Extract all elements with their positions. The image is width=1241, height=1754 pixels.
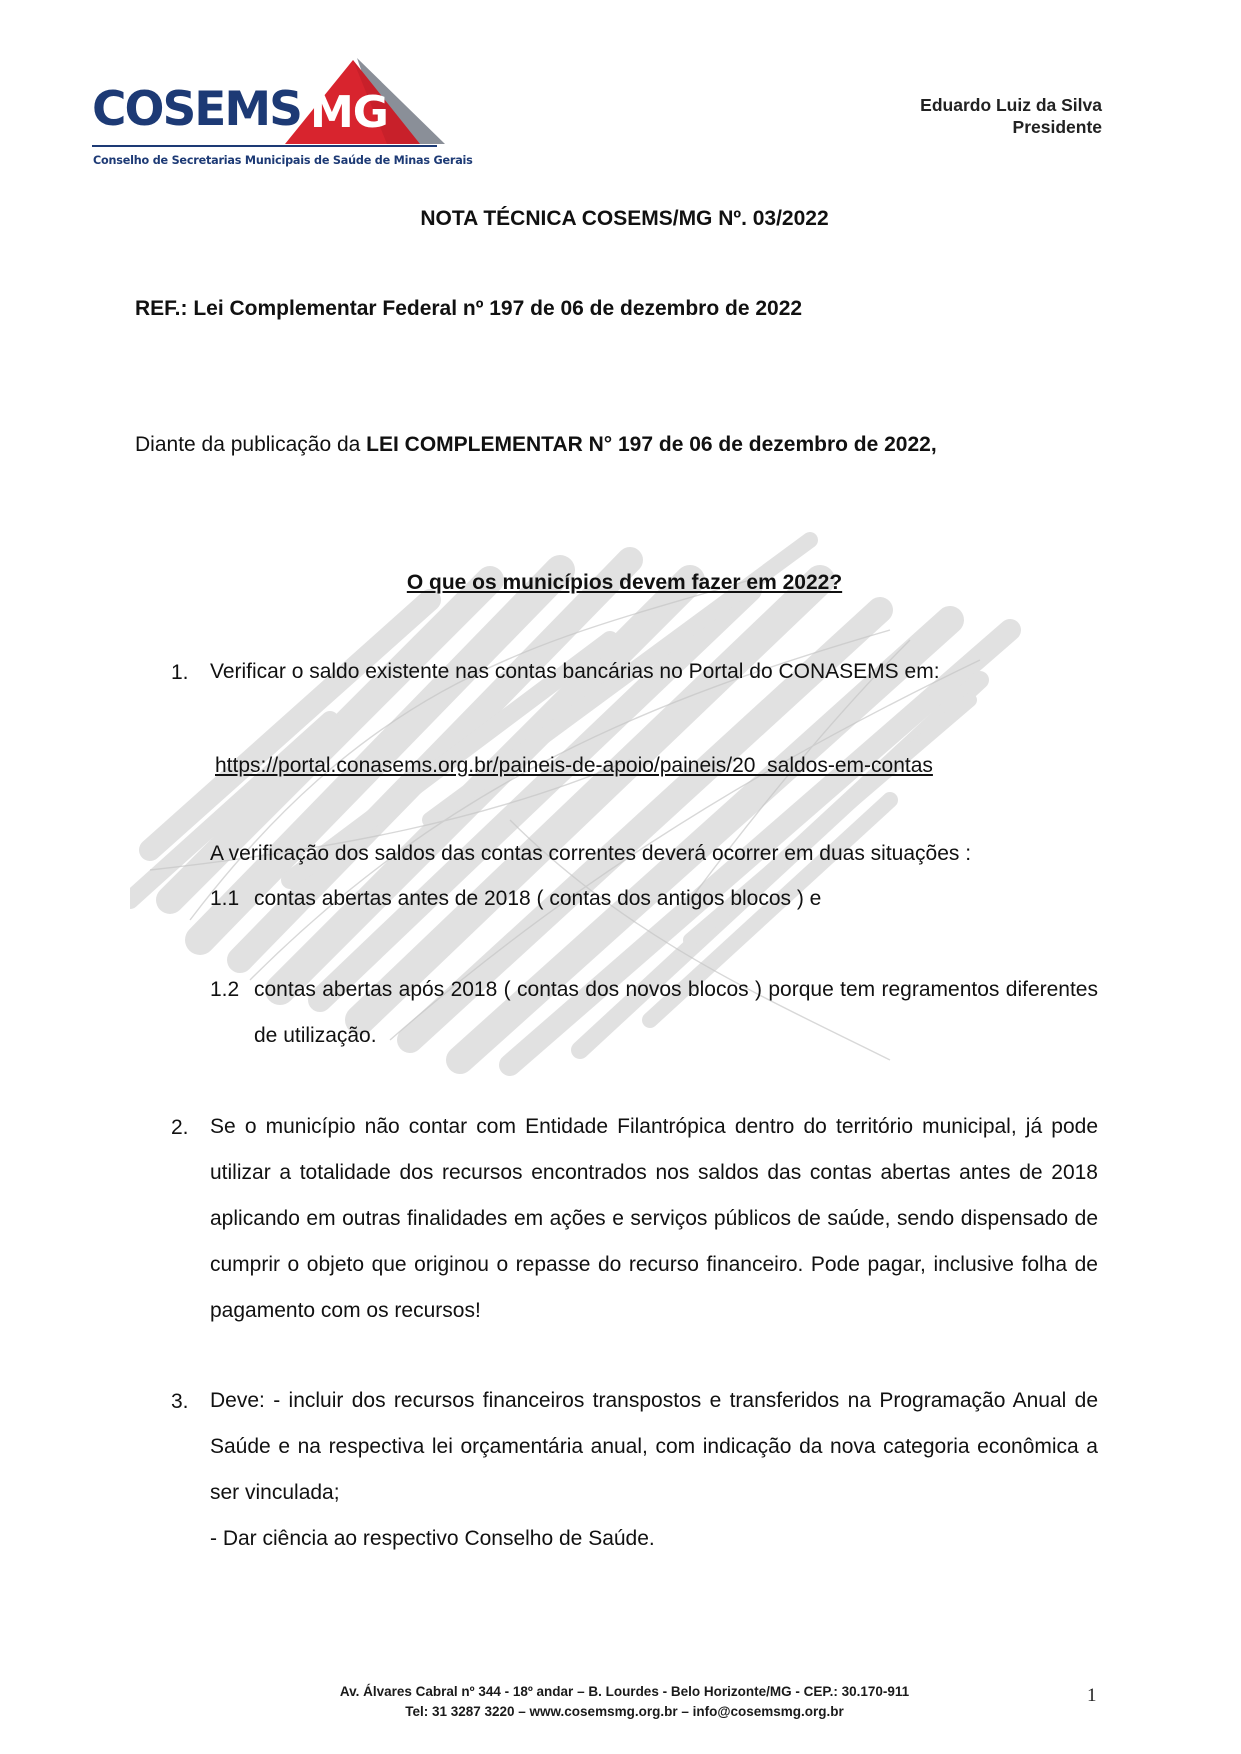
footer-contact: Tel: 31 3287 3220 – www.cosemsmg.org.br – info@cosemsmg.org.br	[405, 1704, 844, 1719]
document-title: NOTA TÉCNICA COSEMS/MG Nº. 03/2022	[420, 207, 829, 230]
president-name: Eduardo Luiz da Silva	[920, 95, 1102, 115]
logo-subtitle: Conselho de Secretarias Municipais de Saúde de Minas Gerais	[93, 154, 473, 167]
footer-address: Av. Álvares Cabral nº 344 - 18º andar – B. Lourdes - Belo Horizonte/MG - CEP.: 30.170-911	[339, 1684, 910, 1699]
item-1-detail: A verificação dos saldos das contas correntes deverá ocorrer em duas situações :	[210, 842, 972, 865]
president-role: Presidente	[1012, 117, 1102, 137]
cosems-mg-logo	[92, 58, 473, 178]
intro-plain: Diante da publicação da	[135, 433, 367, 456]
logo-mg-mark: MG	[310, 87, 388, 138]
page-footer	[0, 1682, 1241, 1722]
conasems-portal-link[interactable]: https://portal.conasems.org.br/paineis-de-apoio/paineis/20_saldos-em-contas	[215, 754, 933, 777]
page-number: 1	[1087, 1685, 1097, 1706]
logo-divider	[92, 145, 437, 147]
president-block	[920, 94, 1102, 138]
logo-wordmark: COSEMS	[92, 82, 302, 137]
subitem-1-2	[210, 967, 1098, 1059]
intro-paragraph	[135, 433, 937, 457]
section-question	[0, 571, 1241, 595]
intro-law: LEI COMPLEMENTAR N° 197 de 06 de dezembro de 2022,	[366, 433, 937, 456]
item-3-text: Deve: - incluir dos recursos financeiros transpostos e transferidos na Programação Anual de Saúde e na respectiva lei orçamentária anual, com indicação da nova categoria econômica a ser vinculada;	[210, 1389, 1098, 1504]
item-1-number: 1.	[171, 661, 189, 684]
reference-line: REF.: Lei Complementar Federal nº 197 de 06 de dezembro de 2022	[135, 297, 803, 320]
item-1-text: Verificar o saldo existente nas contas bancárias no Portal do CONASEMS em:	[210, 660, 940, 683]
item-2-number: 2.	[171, 1116, 189, 1139]
item-3-extra: - Dar ciência ao respectivo Conselho de Saúde.	[210, 1527, 655, 1550]
subitem-1-1-text: contas abertas antes de 2018 ( contas dos antigos blocos ) e	[254, 887, 822, 910]
subitem-1-2-number: 1.2	[210, 978, 240, 1001]
question-text: O que os municípios devem fazer em 2022?	[406, 571, 843, 594]
subitem-1-1-number: 1.1	[210, 887, 240, 910]
subitem-1-1	[210, 876, 1098, 922]
subitem-1-2-text: contas abertas após 2018 ( contas dos novos blocos ) porque tem regramentos diferentes de utilização.	[254, 978, 1098, 1047]
item-3-number: 3.	[171, 1390, 189, 1413]
item-2-text: Se o município não contar com Entidade Filantrópica dentro do território municipal, já pode utilizar a totalidade dos recursos encontrados nos saldos das contas abertas antes de 2018 aplicando em outras finalidades em ações e serviços públicos de saúde, sendo dispensado de cumprir o objeto que originou o repasse do recurso financeiro. Pode pagar, inclusive folha de pagamento com os recursos!	[210, 1115, 1098, 1322]
